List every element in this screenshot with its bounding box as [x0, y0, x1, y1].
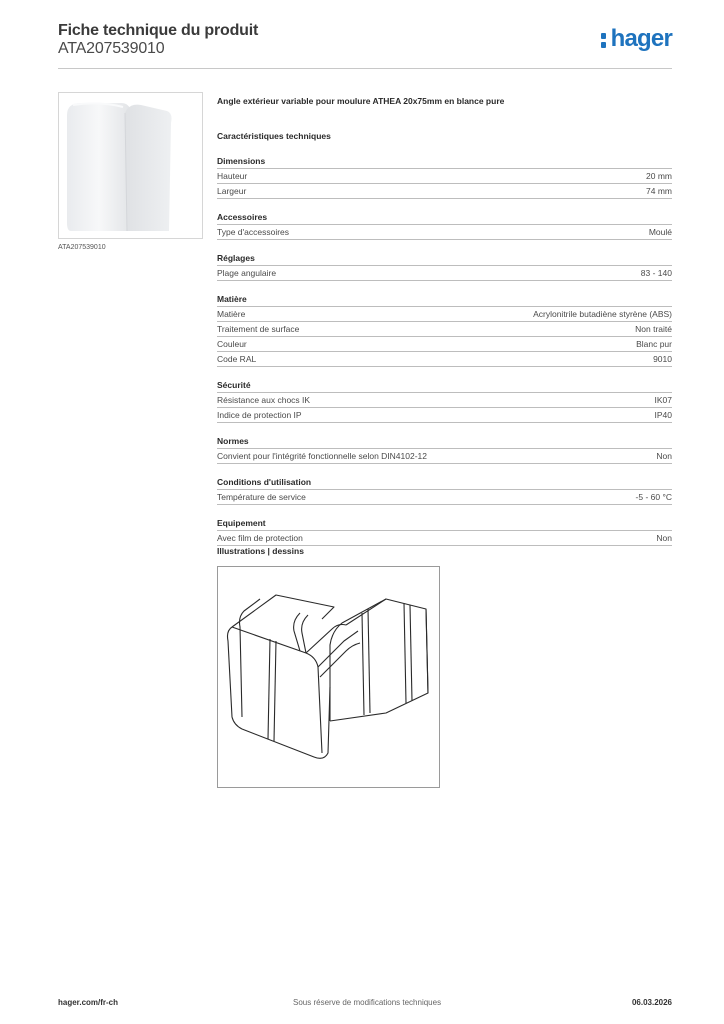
spec-label: Avec film de protection — [217, 533, 303, 543]
spec-value: IK07 — [654, 395, 672, 405]
spec-value: Moulé — [648, 227, 672, 237]
spec-label: Couleur — [217, 339, 247, 349]
spec-value: 74 mm — [646, 186, 672, 196]
footer-notice: Sous réserve de modifications techniques — [293, 998, 442, 1007]
spec-row — [217, 184, 672, 199]
spec-group — [217, 252, 672, 281]
spec-row — [217, 490, 672, 505]
spec-row — [217, 266, 672, 281]
logo-text: hager — [610, 25, 672, 52]
spec-value: 20 mm — [646, 171, 672, 181]
spec-label: Code RAL — [217, 354, 257, 364]
footer-website: hager.com/fr-ch — [58, 998, 119, 1007]
spec-group-title: Matière — [217, 293, 672, 307]
spec-group-title: Normes — [217, 435, 672, 449]
spec-label: Indice de protection IP — [217, 410, 302, 420]
spec-value: 83 - 140 — [640, 268, 672, 278]
document-title: Fiche technique du produit — [58, 22, 259, 39]
product-photo — [58, 92, 203, 239]
spec-value: IP40 — [654, 410, 672, 420]
spec-label: Résistance aux chocs IK — [217, 395, 311, 405]
hager-logo — [601, 24, 672, 54]
spec-row — [217, 322, 672, 337]
product-photo-image — [59, 93, 202, 238]
spec-row — [217, 408, 672, 423]
spec-label: Plage angulaire — [217, 268, 277, 278]
spec-group — [217, 379, 672, 423]
spec-value: Acrylonitrile butadiène styrène (ABS) — [533, 309, 672, 319]
spec-row — [217, 449, 672, 464]
illustrations-heading: Illustrations | dessins — [217, 546, 304, 556]
spec-row — [217, 531, 672, 546]
spec-group-title: Accessoires — [217, 211, 672, 225]
spec-label: Convient pour l'intégrité fonctionnelle selon DIN4102-12 — [217, 451, 428, 461]
spec-label: Type d'accessoires — [217, 227, 290, 237]
spec-group — [217, 155, 672, 199]
spec-label: Hauteur — [217, 171, 248, 181]
spec-label: Largeur — [217, 186, 247, 196]
photo-caption: ATA207539010 — [58, 244, 106, 251]
spec-group-title: Equipement — [217, 517, 672, 531]
spec-group — [217, 435, 672, 464]
spec-group-title: Dimensions — [217, 155, 672, 169]
product-name: Angle extérieur variable pour moulure ATHEA 20x75mm en blance pure — [217, 96, 505, 106]
logo-dots-icon — [601, 28, 609, 50]
spec-groups — [217, 155, 672, 546]
spec-value: Non — [656, 451, 672, 461]
spec-group — [217, 476, 672, 505]
spec-group-title: Réglages — [217, 252, 672, 266]
product-details — [217, 94, 672, 546]
spec-group-title: Sécurité — [217, 379, 672, 393]
spec-value: Non traité — [635, 324, 672, 334]
spec-value: 9010 — [653, 354, 672, 364]
spec-row — [217, 307, 672, 322]
spec-row — [217, 393, 672, 408]
spec-label: Température de service — [217, 492, 306, 502]
spec-row — [217, 169, 672, 184]
technical-drawing — [217, 566, 440, 788]
spec-group — [217, 517, 672, 546]
spec-row — [217, 337, 672, 352]
product-reference: ATA207539010 — [58, 40, 165, 57]
spec-value: Blanc pur — [636, 339, 672, 349]
spec-group — [217, 211, 672, 240]
spec-label: Traitement de surface — [217, 324, 300, 334]
page-header — [58, 22, 672, 69]
spec-group-title: Conditions d'utilisation — [217, 476, 672, 490]
spec-value: Non — [656, 533, 672, 543]
angle-drawing-image — [218, 567, 439, 787]
spec-row — [217, 352, 672, 367]
spec-value: -5 - 60 °C — [635, 492, 672, 502]
spec-row — [217, 225, 672, 240]
footer-date: 06.03.2026 — [631, 998, 672, 1007]
spec-label: Matière — [217, 309, 246, 319]
spec-group — [217, 293, 672, 367]
technical-characteristics-heading: Caractéristiques techniques — [217, 131, 331, 141]
